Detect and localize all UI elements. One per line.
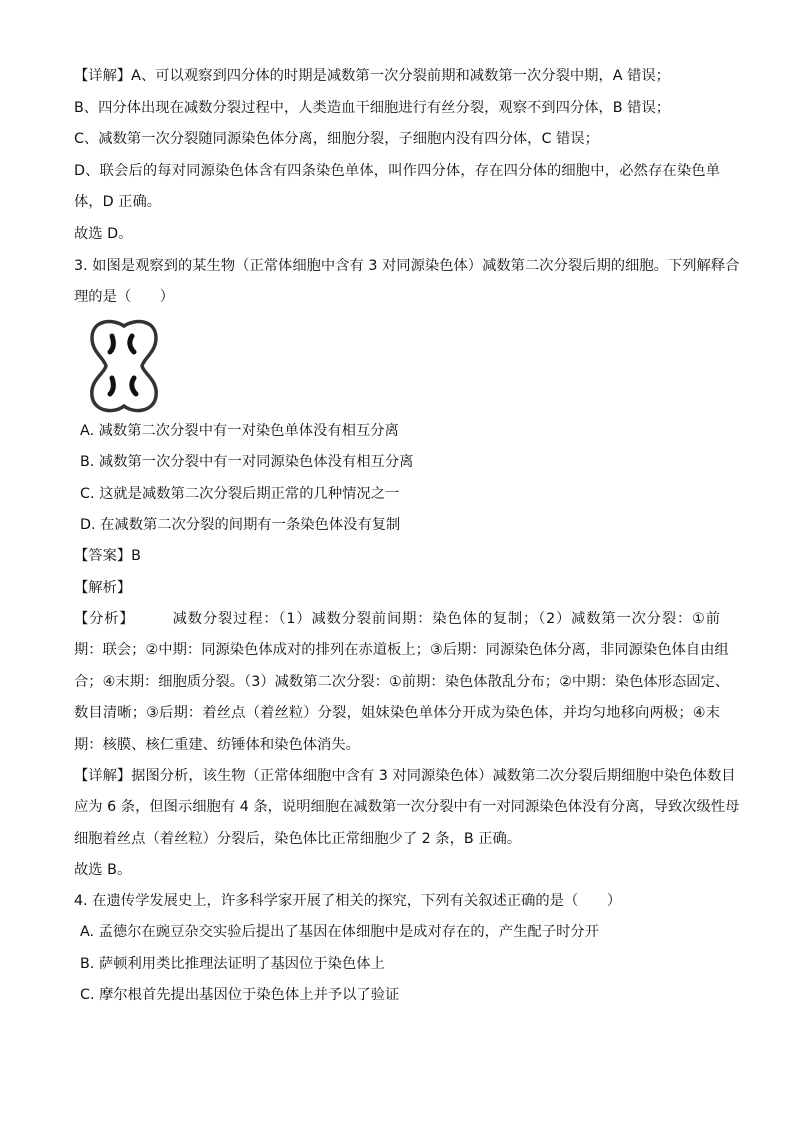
- detail-line-3: 细胞着丝点（着丝粒）分裂后，染色体比正常细胞少了 2 条，B 正确。: [74, 831, 522, 847]
- answer-choice-q2: 故选 D。: [74, 226, 133, 242]
- chromosome-3: [110, 378, 113, 394]
- chromosome-2: [130, 336, 134, 352]
- cell-figure: [76, 316, 172, 418]
- option-a: A. 减数第二次分裂中有一对染色单体没有相互分离: [80, 423, 399, 439]
- detail-line-2: 应为 6 条，但图示细胞有 4 条，说明细胞在减数第一次分裂中有一对同源染色体没有分离，导致次级性母: [74, 799, 740, 815]
- option-c: C. 这就是减数第二次分裂后期正常的几种情况之一: [80, 486, 400, 502]
- question-3-stem: 3. 如图是观察到的某生物（正常体细胞中含有 3 对同源染色体）减数第二次分裂后期的细胞。下列解释合: [74, 258, 740, 274]
- question-4-stem: 4. 在遗传学发展史上，许多科学家开展了相关的探究，下列有关叙述正确的是（ ）: [74, 893, 622, 909]
- question-3-stem-cont: 理的是（ ）: [74, 289, 175, 305]
- analysis-line-4: 数目清晰；③后期：着丝点（着丝粒）分裂，姐妹染色单体分开成为染色体，并均匀地移向两极；④末: [74, 705, 720, 721]
- analysis-line-3: 合；④末期：细胞质分裂。（3）减数第二次分裂：①前期：染色体散乱分布；②中期：染色体形态固定、: [74, 674, 730, 690]
- answer-choice-q3: 故选 B。: [74, 862, 132, 878]
- option-b: B. 减数第一次分裂中有一对同源染色体没有相互分离: [80, 454, 414, 470]
- analysis-heading: 【解析】: [74, 580, 132, 596]
- explanation-q2-d-cont: 体，D 正确。: [74, 194, 162, 210]
- explanation-q2-b: B、四分体出现在减数分裂过程中，人类造血干细胞进行有丝分裂，观察不到四分体，B 错误；: [74, 100, 671, 116]
- explanation-q2-d: D、联会后的每对同源染色体含有四条染色单体，叫作四分体，存在四分体的细胞中，必然存在染色单: [74, 163, 720, 179]
- chromosome-4: [132, 378, 136, 394]
- cell-outline: [92, 322, 156, 411]
- option-d: D. 在减数第二次分裂的间期有一条染色体没有复制: [80, 517, 401, 533]
- analysis-line-1: 【分析】 减数分裂过程：（1）减数分裂前间期：染色体的复制；（2）减数第一次分裂：①前: [74, 611, 720, 627]
- q4-option-b: B. 萨顿利用类比推理法证明了基因位于染色体上: [80, 956, 385, 972]
- analysis-line-2: 期：联会；②中期：同源染色体成对的排列在赤道板上；③后期：同源染色体分离，非同源染色体自由组: [74, 642, 729, 658]
- explanation-q2-c: C、减数第一次分裂随同源染色体分离，细胞分裂，子细胞内没有四分体，C 错误；: [74, 131, 599, 147]
- chromosome-1: [110, 336, 113, 352]
- detail-line-1: 【详解】据图分析，该生物（正常体细胞中含有 3 对同源染色体）减数第二次分裂后期细胞中染色体数目: [74, 768, 736, 784]
- q4-option-a: A. 孟德尔在豌豆杂交实验后提出了基因在体细胞中是成对存在的，产生配子时分开: [80, 924, 600, 940]
- answer-label: 【答案】B: [74, 548, 141, 564]
- q4-option-c: C. 摩尔根首先提出基因位于染色体上并予以了验证: [80, 987, 400, 1003]
- analysis-line-5: 期：核膜、核仁重建、纺锤体和染色体消失。: [74, 737, 360, 753]
- explanation-q2-a: 【详解】A、可以观察到四分体的时期是减数第一次分裂前期和减数第一次分裂中期，A 错误；: [74, 68, 670, 84]
